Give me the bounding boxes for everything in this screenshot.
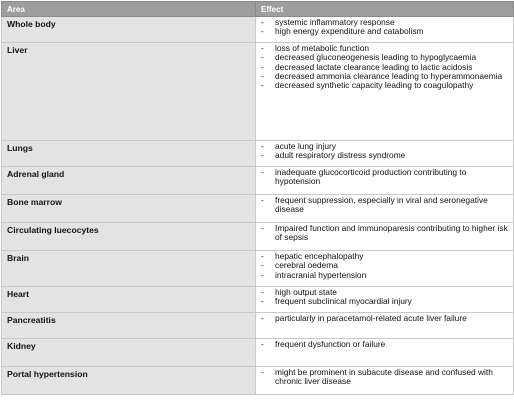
bullet-dash: - xyxy=(261,43,264,53)
bullet-dash: - xyxy=(261,195,264,205)
effect-cell xyxy=(256,287,514,313)
effect-list xyxy=(261,252,508,280)
table-row xyxy=(2,167,514,195)
effect-list xyxy=(261,368,508,387)
table-row xyxy=(2,367,514,395)
bullet-dash: - xyxy=(261,287,264,297)
effect-text: frequent dysfunction or failure xyxy=(275,339,386,349)
area-cell: Adrenal gland xyxy=(2,167,256,195)
effect-cell xyxy=(256,313,514,339)
bullet-dash: - xyxy=(261,141,264,151)
table-row xyxy=(2,223,514,251)
effect-text: decreased lactate clearance leading to lactic acidosis xyxy=(275,61,473,72)
effect-list xyxy=(261,196,508,215)
effect-text: inadequate glucocorticoid production contributing to hypotension xyxy=(275,167,467,187)
bullet-dash: - xyxy=(261,367,264,377)
bullet-dash: - xyxy=(261,313,264,323)
effect-item xyxy=(261,27,508,36)
effect-item xyxy=(261,224,508,243)
area-cell: Heart xyxy=(2,287,256,313)
table-row xyxy=(2,17,514,43)
area-cell: Kidney xyxy=(2,339,256,367)
effect-text: hepatic encephalopathy xyxy=(275,251,364,261)
effect-item xyxy=(261,340,508,349)
effect-list xyxy=(261,288,508,307)
table-row xyxy=(2,287,514,313)
effect-text: Impaired function and immunoparesis contributing to higher isk of sepsis xyxy=(275,223,508,243)
bullet-dash: - xyxy=(261,269,264,280)
effect-item xyxy=(261,168,508,187)
area-cell: Circulating luecocytes xyxy=(2,223,256,251)
effect-list xyxy=(261,340,508,349)
area-cell: Brain xyxy=(2,251,256,287)
table-row xyxy=(2,339,514,367)
table-row xyxy=(2,43,514,141)
header-area: Area xyxy=(2,2,256,17)
bullet-dash: - xyxy=(261,339,264,349)
bullet-dash: - xyxy=(261,80,264,91)
effect-cell xyxy=(256,251,514,287)
effect-item xyxy=(261,368,508,387)
bullet-dash: - xyxy=(261,52,264,63)
effect-text: loss of metabolic function xyxy=(275,43,370,53)
table-row xyxy=(2,195,514,223)
effect-item xyxy=(261,271,508,280)
effect-cell xyxy=(256,223,514,251)
effect-text: particularly in paracetamol-related acute liver failure xyxy=(275,313,467,323)
area-cell: Bone marrow xyxy=(2,195,256,223)
effect-list xyxy=(261,168,508,187)
bullet-dash: - xyxy=(261,260,264,271)
effect-list xyxy=(261,314,508,323)
effect-item xyxy=(261,81,508,90)
bullet-dash: - xyxy=(261,223,264,233)
effect-item xyxy=(261,297,508,306)
effect-item xyxy=(261,314,508,323)
table-row xyxy=(2,313,514,339)
effect-list xyxy=(261,142,508,161)
effect-item xyxy=(261,151,508,160)
effect-text: cerebral oedema xyxy=(275,260,338,271)
bullet-dash: - xyxy=(261,61,264,72)
effect-text: acute lung injury xyxy=(275,141,336,151)
effect-text: high energy expenditure and catabolism xyxy=(275,26,424,37)
header-effect: Effect xyxy=(256,2,514,17)
effect-item xyxy=(261,196,508,215)
bullet-dash: - xyxy=(261,296,264,307)
effects-table xyxy=(1,1,514,395)
effect-text: frequent subclinical myocardial injury xyxy=(275,296,412,307)
effect-text: might be prominent in subacute disease and confused with chronic liver disease xyxy=(275,367,493,387)
effect-text: decreased synthetic capacity leading to coagulopathy xyxy=(275,80,474,91)
effect-text: systemic inflammatory response xyxy=(275,17,395,27)
table-row xyxy=(2,251,514,287)
effect-text: intracranial hypertension xyxy=(275,269,367,280)
effect-list xyxy=(261,18,508,37)
table-row xyxy=(2,141,514,167)
effect-cell xyxy=(256,195,514,223)
table-header-row xyxy=(2,2,514,17)
effect-text: high output state xyxy=(275,287,337,297)
effect-cell xyxy=(256,167,514,195)
effect-list xyxy=(261,44,508,90)
bullet-dash: - xyxy=(261,26,264,37)
effect-text: decreased ammonia clearance leading to hyperammonaemia xyxy=(275,70,503,81)
effect-cell xyxy=(256,17,514,43)
area-cell: Liver xyxy=(2,43,256,141)
bullet-dash: - xyxy=(261,167,264,177)
area-cell: Whole body xyxy=(2,17,256,43)
bullet-dash: - xyxy=(261,17,264,27)
effect-text: adult respiratory distress syndrome xyxy=(275,150,406,161)
area-cell: Portal hypertension xyxy=(2,367,256,395)
effect-list xyxy=(261,224,508,243)
bullet-dash: - xyxy=(261,70,264,81)
effect-cell xyxy=(256,339,514,367)
area-cell: Lungs xyxy=(2,141,256,167)
effect-cell xyxy=(256,43,514,141)
effect-text: decreased gluconeogenesis leading to hypoglycaemia xyxy=(275,52,477,63)
bullet-dash: - xyxy=(261,251,264,261)
area-cell: Pancreatitis xyxy=(2,313,256,339)
effect-cell xyxy=(256,141,514,167)
effect-text: frequent suppression, especially in viral and seronegative disease xyxy=(275,195,488,215)
effect-cell xyxy=(256,367,514,395)
bullet-dash: - xyxy=(261,150,264,161)
